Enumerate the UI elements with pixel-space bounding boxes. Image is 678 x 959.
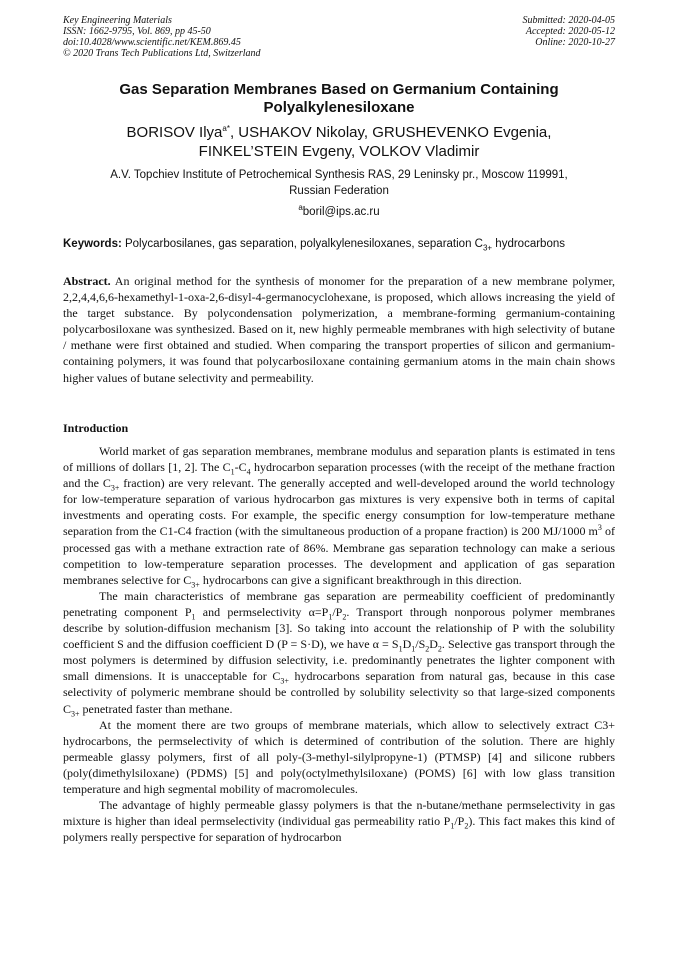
online-date: Online: 2020-10-27 xyxy=(535,37,615,48)
authors-line-2: FINKEL’STEIN Evgeny, VOLKOV Vladimir xyxy=(198,143,480,160)
intro-paragraph-4: The advantage of highly permeable glassy polymers is that the n-butane/methane permselectivity in gas mixture is higher than ideal permselectivity (individual gas permeability ratio $P_1/P_2$). This fact makes this kind of polymers really perspective for separation of hydrocarbon xyxy=(63,798,615,845)
author-1: BORISOV Ilya xyxy=(126,124,223,141)
abstract-label: Abstract. xyxy=(63,274,111,288)
title-line-2: Polyalkylenesiloxane xyxy=(263,99,415,116)
paper-title xyxy=(60,81,618,117)
authors-rest: , USHAKOV Nikolay, GRUSHEVENKO Evgenia, xyxy=(229,124,552,141)
intro-paragraph-3: At the moment there are two groups of membrane materials, which allow to selectively extract C3+ hydrocarbons, the permselectivity of which is determined of contribution of the solution. There are highly permeable glassy polymers, first of all poly-(3-methyl-silylpropyne-1) (PTMSP) [4] and silicone rubbers (poly(dimethylsiloxane) (PDMS) [5] and poly(octylmethylsiloxane) (POMS) [6] with low glass transition temperature and high segmental mobility of macromolecules. xyxy=(63,717,615,796)
affiliation-line-1: A.V. Topchiev Institute of Petrochemical Synthesis RAS, 29 Leninsky pr., Moscow 119991, xyxy=(110,169,568,181)
email-address[interactable]: boril@ips.ac.ru xyxy=(302,206,380,218)
submitted-date: Submitted: 2020-04-05 xyxy=(522,15,615,26)
affiliation xyxy=(60,167,618,199)
keywords-text: Polycarbosilanes, gas separation, polyalkylenesiloxanes, separation C xyxy=(121,238,483,250)
intro-paragraph-2: The main characteristics of membrane gas separation are permeability coefficient of predominantly penetrating component $P_1$ and permselectivity $\alpha=P_1/P_2$. Transport through nonporous polymer membranes describe by solution-diffusion mechanism [3]. So taking into account the relationship of P with the solubility coefficient S and the diffusion coefficient D (P = S·D), we have $\alpha = S_1D_1/S_2D_2$. Selective gas transport through the most polymers is determined by diffusion selectivity, i.e. predominantly penetrates the lighter component with small dimensions. It is unacceptable for $C_{3+}$ hydrocarbons separation from natural gas, because in this case selectivity of polymeric membrane should be controlled by solubility selectivity so that large-sized components $C_{3+}$ penetrated faster than methane. xyxy=(63,588,615,718)
abstract xyxy=(63,273,615,386)
accepted-date: Accepted: 2020-05-12 xyxy=(525,26,615,37)
journal-header xyxy=(63,15,261,59)
journal-name: Key Engineering Materials xyxy=(63,15,172,26)
keywords-sub: 3+ xyxy=(482,243,493,253)
copyright-line: © 2020 Trans Tech Publications Ltd, Switzerland xyxy=(63,48,261,59)
dates-header xyxy=(523,15,616,48)
affiliation-line-2: Russian Federation xyxy=(289,185,389,197)
author-list xyxy=(60,123,618,161)
author-1-marker: a* xyxy=(222,124,230,133)
intro-paragraph-1: World market of gas separation membranes, membrane modulus and separation plants is estimated in tens of millions of dollars [1, 2]. The $C_1-C_4$ hydrocarbon separation processes (with the receipt of the methane fraction and the $C_{3+}$ fraction) are very relevant. The generally accepted and well-developed around the world technology for low-temperature separation of various hydrocarbon gas mixtures is very expensive both in terms of capital investments and operating costs. For example, the specific energy consumption for low-temperature methane separation from the C1-C4 fraction (with the simultaneous production of a propane fraction) is 200 MJ/1000 $m^3$ of processed gas with a methane extraction rate of 86%. Membrane gas separation technology can make a serious competition to low-temperature separation processes. The development and application of gas separation membranes selective for $C_{3+}$ hydrocarbons can give a significant breakthrough in this direction. xyxy=(63,444,616,590)
title-line-1: Gas Separation Membranes Based on Germanium Containing xyxy=(119,81,559,98)
email xyxy=(60,205,618,219)
email-marker: a xyxy=(298,203,303,213)
introduction-body xyxy=(63,443,615,845)
keywords-label: Keywords: xyxy=(63,238,122,250)
keywords-tail: hydrocarbons xyxy=(492,238,565,250)
doi-line[interactable]: doi:10.4028/www.scientific.net/KEM.869.45 xyxy=(63,37,241,48)
issn-line: ISSN: 1662-9795, Vol. 869, pp 45-50 xyxy=(63,26,211,37)
abstract-text: An original method for the synthesis of monomer for the preparation of a new membrane polymer, 2,2,4,4,6,6-hexamethyl-1-oxa-2,6-disyl-4-germanocyclohexane, is proposed, which allows increasing the yield of the target substance. By polycondensation polymerization, a membrane-forming germanium-containing polycarbosiloxane was synthesized. Based on it, new highly permeable membranes with high selectivity of butane / methane were first obtained and studied. When comparing the transport properties of silicon and germanium-containing polymers, it was found that polycarbosiloxane containing germanium atoms in the main chain shows higher values of butane selectivity and permeability. xyxy=(63,274,615,385)
section-heading-introduction: Introduction xyxy=(63,421,129,435)
keywords xyxy=(63,237,619,252)
